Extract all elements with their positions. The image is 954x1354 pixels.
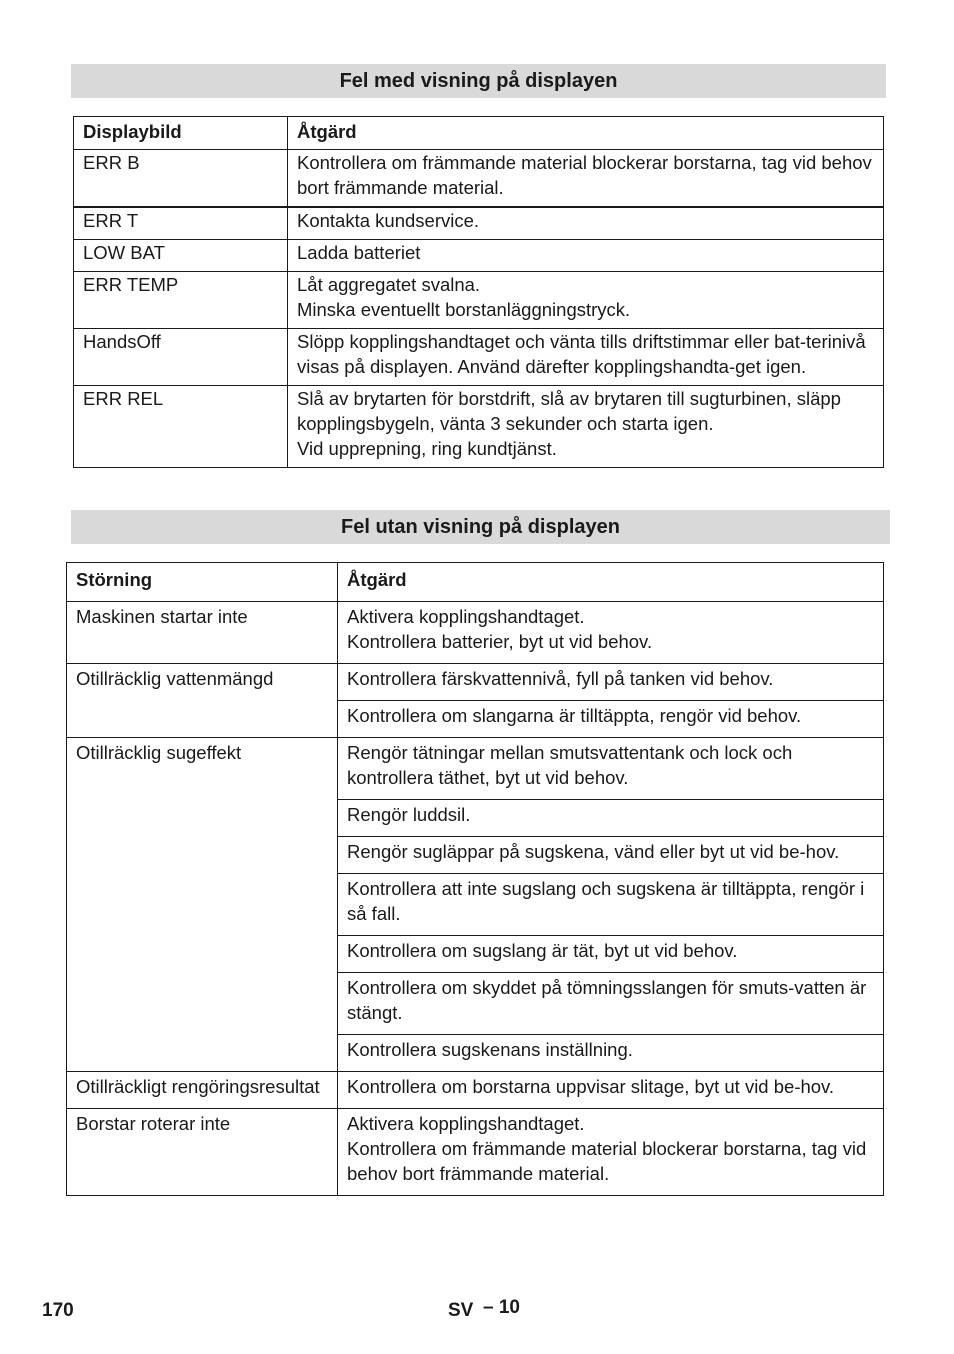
error-code: ERR TEMP	[74, 272, 288, 329]
fault-action	[338, 602, 884, 664]
table-row	[74, 329, 884, 386]
fault-action	[338, 1035, 884, 1072]
action-line: Kontrollera om främmande material blockerar borstarna, tag vid behov bort främmande material.	[347, 1138, 867, 1184]
action-line: Kontrollera om sugslang är tät, byt ut vid behov.	[347, 940, 738, 961]
error-action	[288, 386, 884, 468]
table-row	[67, 738, 884, 800]
fault-action	[338, 800, 884, 837]
table-row	[67, 1109, 884, 1196]
fault-description: Maskinen startar inte	[67, 602, 338, 664]
section-title-no-display-errors: Fel utan visning på displayen	[71, 510, 890, 544]
faults-table	[66, 562, 884, 1196]
table-row	[67, 1072, 884, 1109]
table-row	[74, 150, 884, 208]
table-row	[74, 272, 884, 329]
action-line: Vid upprepning, ring kundtjänst.	[297, 438, 557, 459]
action-line: Aktivera kopplingshandtaget.	[347, 1113, 585, 1134]
fault-action	[338, 1109, 884, 1196]
page-number: 170	[42, 1300, 74, 1321]
table-header-row	[67, 563, 884, 602]
error-action	[288, 329, 884, 386]
action-line: Kontrollera om slangarna är tilltäppta, rengör vid behov.	[347, 705, 802, 726]
error-code: ERR T	[74, 207, 288, 240]
action-line: Rengör luddsil.	[347, 804, 471, 825]
action-line: Rengör sugläppar på sugskena, vänd eller byt ut vid be-hov.	[347, 841, 840, 862]
table-row	[74, 240, 884, 272]
table-row	[67, 602, 884, 664]
action-line: Kontrollera att inte sugslang och sugskena är tilltäppta, rengör i så fall.	[347, 878, 865, 924]
error-code: HandsOff	[74, 329, 288, 386]
error-action	[288, 207, 884, 240]
fault-action	[338, 664, 884, 701]
action-line: Minska eventuellt borstanläggningstryck.	[297, 299, 631, 320]
column-header-action: Åtgärd	[338, 563, 884, 602]
display-errors-table	[73, 116, 884, 468]
action-line: Kontrollera om skyddet på tömningsslangen för smuts-vatten är stängt.	[347, 977, 867, 1023]
table-row	[74, 386, 884, 468]
fault-action	[338, 701, 884, 738]
action-line: Ladda batteriet	[297, 242, 421, 263]
section-page-number: – 10	[483, 1297, 520, 1318]
error-action	[288, 240, 884, 272]
column-header-action: Åtgärd	[288, 117, 884, 150]
action-line: Kontrollera sugskenans inställning.	[347, 1039, 633, 1060]
table-row	[74, 207, 884, 240]
section-title-display-errors: Fel med visning på displayen	[71, 64, 886, 98]
error-code: ERR REL	[74, 386, 288, 468]
action-line: Kontakta kundservice.	[297, 210, 480, 231]
action-line: Aktivera kopplingshandtaget.	[347, 606, 585, 627]
error-code: LOW BAT	[74, 240, 288, 272]
table-header-row	[74, 117, 884, 150]
fault-description: Otillräcklig sugeffekt	[67, 738, 338, 1072]
fault-description: Otillräcklig vattenmängd	[67, 664, 338, 738]
fault-action	[338, 837, 884, 874]
fault-action	[338, 936, 884, 973]
action-line: Kontrollera färskvattennivå, fyll på tanken vid behov.	[347, 668, 774, 689]
fault-description: Otillräckligt rengöringsresultat	[67, 1072, 338, 1109]
action-line: Kontrollera batterier, byt ut vid behov.	[347, 631, 653, 652]
fault-action	[338, 973, 884, 1035]
action-line: Låt aggregatet svalna.	[297, 274, 481, 295]
action-line: Rengör tätningar mellan smutsvattentank och lock och kontrollera täthet, byt ut vid behov.	[347, 742, 793, 788]
error-action	[288, 150, 884, 208]
error-code: ERR B	[74, 150, 288, 208]
action-line: Kontrollera om främmande material blockerar borstarna, tag vid behov bort främmande material.	[297, 152, 872, 198]
fault-action	[338, 1072, 884, 1109]
fault-action	[338, 738, 884, 800]
language-code: SV	[448, 1300, 474, 1321]
column-header-fault: Störning	[67, 563, 338, 602]
action-line: Slöpp kopplingshandtaget och vänta tills driftstimmar eller bat-terinivå visas på displayen. Använd därefter kopplingshandta-get igen.	[297, 331, 866, 377]
action-line: Kontrollera om borstarna uppvisar slitage, byt ut vid be-hov.	[347, 1076, 835, 1097]
table-row	[67, 664, 884, 701]
column-header-display: Displaybild	[74, 117, 288, 150]
fault-description: Borstar roterar inte	[67, 1109, 338, 1196]
fault-action	[338, 874, 884, 936]
action-line: Slå av brytarten för borstdrift, slå av brytaren till sugturbinen, släpp kopplingsbygeln, vänta 3 sekunder och starta igen.	[297, 388, 841, 434]
error-action	[288, 272, 884, 329]
